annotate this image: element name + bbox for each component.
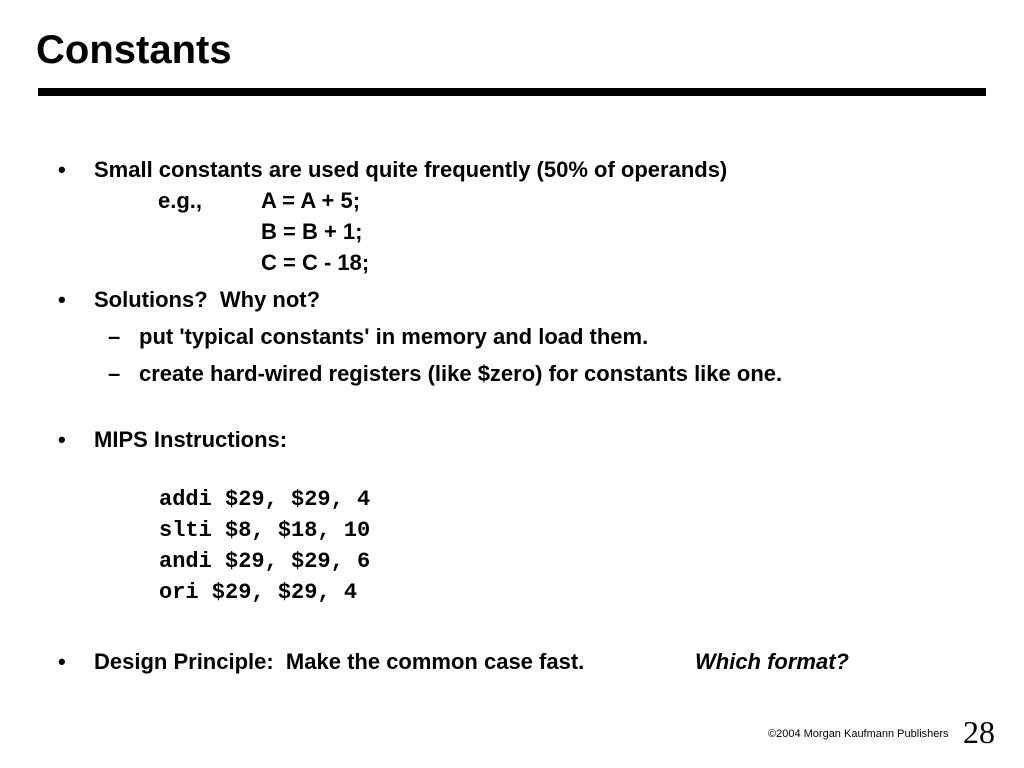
bullet-mips-instructions: MIPS Instructions: — [94, 427, 288, 452]
code-line: addi $29, $29, 4 — [159, 487, 371, 512]
bullet-icon: • — [58, 157, 66, 182]
bullet-icon: • — [58, 427, 66, 452]
title-underline — [38, 88, 986, 96]
example-label: e.g., — [158, 188, 203, 213]
example-line: B = B + 1; — [261, 219, 363, 244]
bullet-small-constants: Small constants are used quite frequently (50% of operands) — [94, 157, 728, 182]
subitem-hard-wired-registers: create hard-wired registers (like $zero) for constants like one. — [139, 361, 783, 386]
slide-title: Constants — [36, 28, 232, 72]
example-line: C = C - 18; — [261, 250, 370, 275]
page-number: 28 — [963, 714, 995, 750]
example-line: A = A + 5; — [261, 188, 361, 213]
bullet-icon: • — [58, 287, 66, 312]
code-line: ori $29, $29, 4 — [159, 580, 358, 605]
copyright-notice: ©2004 Morgan Kaufmann Publishers — [768, 728, 949, 740]
bullet-solutions: Solutions? Why not? — [94, 287, 321, 312]
code-line: slti $8, $18, 10 — [159, 518, 371, 543]
bullet-design-principle: Design Principle: Make the common case fast. — [94, 649, 585, 674]
dash-icon: – — [108, 361, 121, 386]
bullet-icon: • — [58, 649, 66, 674]
subitem-typical-constants: put 'typical constants' in memory and load them. — [139, 324, 649, 349]
which-format-question: Which format? — [695, 649, 849, 674]
dash-icon: – — [108, 324, 121, 349]
code-line: andi $29, $29, 6 — [159, 549, 371, 574]
